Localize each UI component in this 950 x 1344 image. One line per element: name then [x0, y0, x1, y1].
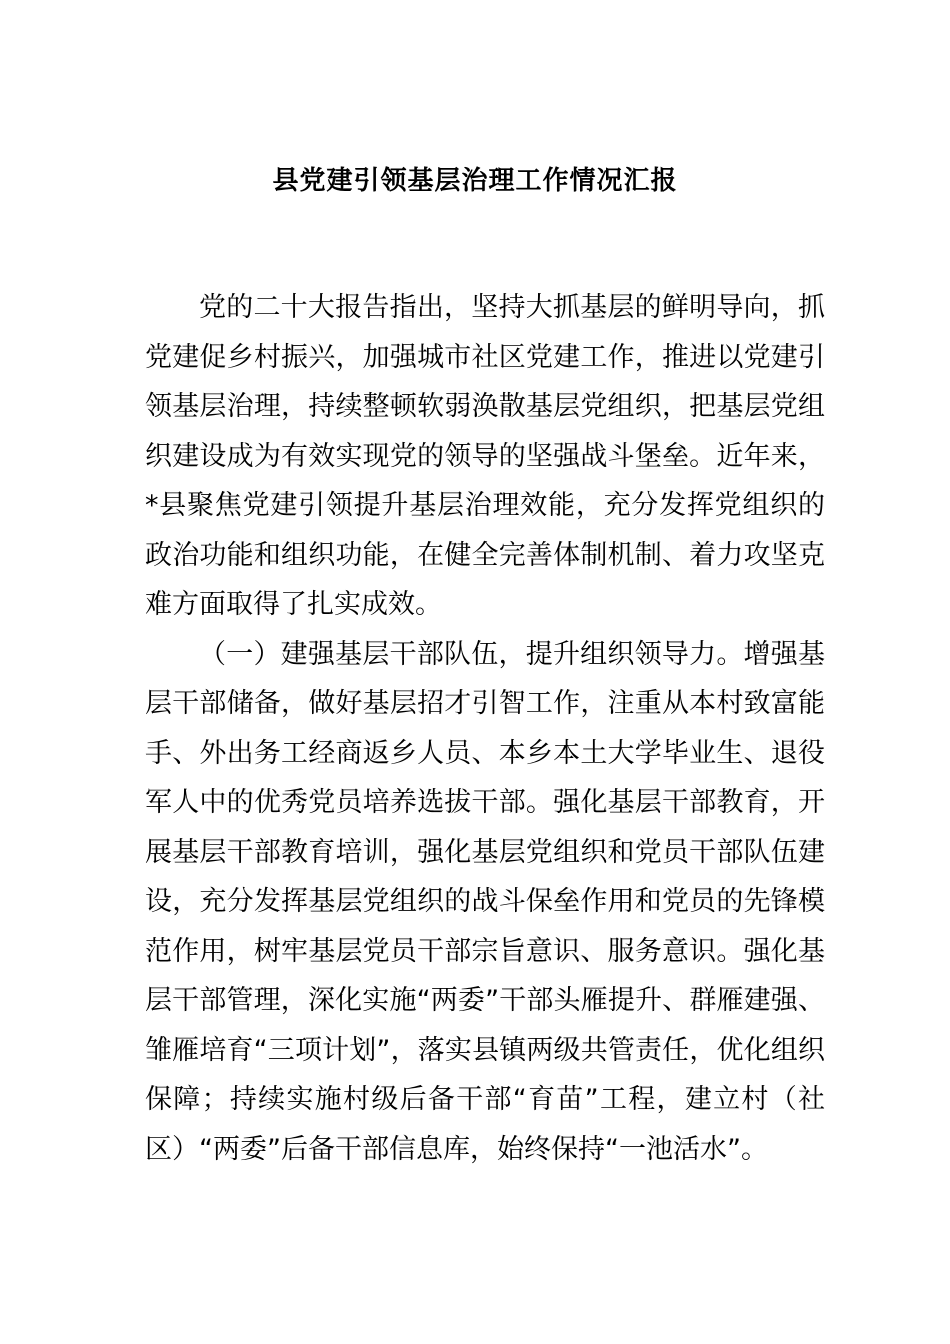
paragraph-intro: 党的二十大报告指出，坚持大抓基层的鲜明导向，抓党建促乡村振兴，加强城市社区党建工作，推进以党建引领基层治理，持续整顿软弱涣散基层党组织，把基层党组织建设成为有效实现党的领导的坚强战斗堡垒。近年来，*县聚焦党建引领提升基层治理效能，充分发挥党组织的政治功能和组织功能，在健全完善体制机制、着力攻坚克难方面取得了扎实成效。 — [145, 292, 825, 620]
document-title: 县党建引领基层治理工作情况汇报 — [272, 166, 678, 196]
paragraph-section-1: （一）建强基层干部队伍，提升组织领导力。增强基层干部储备，做好基层招才引智工作，注重从本村致富能手、外出务工经商返乡人员、本乡本土大学毕业生、退役军人中的优秀党员培养选拔干部。强化基层干部教育，开展基层干部教育培训，强化基层党组织和党员干部队伍建设，充分发挥基层党组织的战斗保垒作用和党员的先锋模范作用，树牢基层党员干部宗旨意识、服务意识。强化基层干部管理，深化实施“两委”干部头雁提升、群雁建强、雏雁培育“三项计划”，落实县镇两级共管责任，优化组织保障；持续实施村级后备干部“育苗”工程，建立村（社区）“两委”后备干部信息库，始终保持“一池活水”。 — [145, 638, 825, 1165]
document-body — [145, 283, 825, 1174]
